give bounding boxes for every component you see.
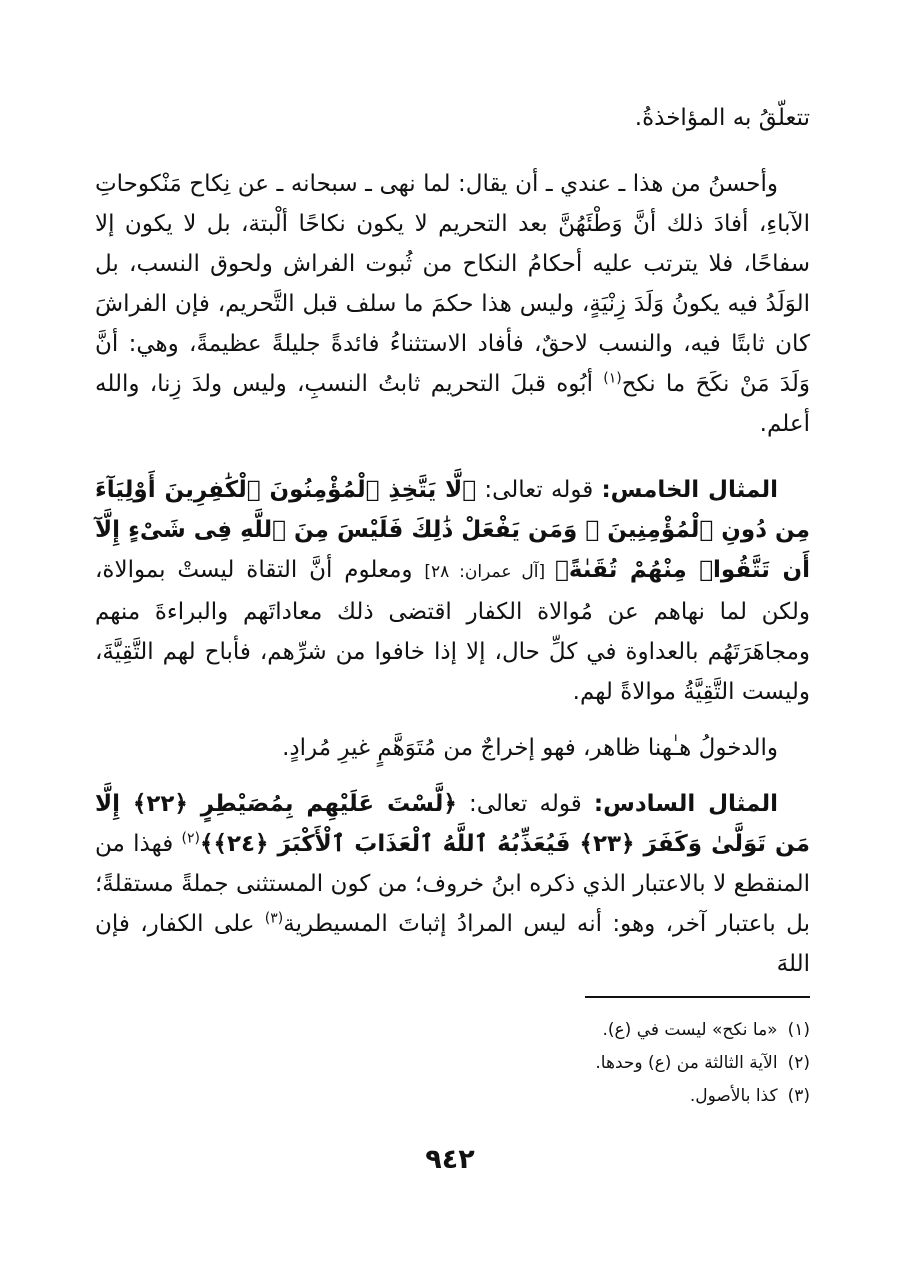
example-5-label: المثال الخامس: xyxy=(601,477,778,503)
page-number: ٩٤٢ xyxy=(425,1144,475,1175)
footnote-ref-3: (٣) xyxy=(264,910,284,927)
footnote-1-number: (١) xyxy=(787,1020,810,1040)
footnote-3 xyxy=(95,1080,810,1113)
footnote-ref-1: (١) xyxy=(603,370,622,387)
example-6 xyxy=(95,784,810,984)
footnote-1 xyxy=(95,1014,810,1047)
paragraph-1: تتعلّقُ به المؤاخذةُ. xyxy=(634,105,810,131)
footnote-2-text: الآية الثالثة من (ع) وحدها. xyxy=(595,1053,778,1073)
example-5 xyxy=(95,470,810,712)
example-5-reference: [آل عمران: ٢٨] xyxy=(424,562,556,582)
footnote-3-number: (٣) xyxy=(787,1086,810,1106)
footnote-divider xyxy=(585,996,810,998)
example-6-rest: فهذا من المنقطع لا بالاعتبار الذي ذكره ابنُ خروف؛ من كون المستثنى جملةً مستقلةً؛ بل باعتبار آخر، وهو: أنه ليس المرادُ إثباتَ المسيطرية xyxy=(95,831,811,937)
footnote-2 xyxy=(95,1047,810,1080)
example-6-verse: ﴿لَّسْتَ عَلَيْهِم بِمُصَيْطِرٍ ﴿٢٢﴾ إِلَّا مَن تَوَلَّىٰ وَكَفَرَ ﴿٢٣﴾ فَيُعَذِّبُهُ ٱللَّهُ ٱلْعَذَابَ ٱلْأَكْبَرَ ﴿٢٤﴾﴾ xyxy=(95,791,810,857)
paragraph-4: والدخولُ هـٰهنا ظاهر، فهو إخراجٌ من مُتَوَهَّمٍ غيرِ مُرادٍ. xyxy=(282,735,778,761)
example-5-verse: ﴿لَّا يَتَّخِذِ ٱلْمُؤْمِنُونَ ٱلْكَٰفِرِينَ أَوْلِيَآءَ مِن دُونِ ٱلْمُؤْمِنِينَ ۖ وَمَن يَفْعَلْ ذَٰلِكَ فَلَيْسَ مِنَ ٱللَّهِ فِى شَىْءٍ إِلَّآ أَن تَتَّقُوا۟ مِنْهُمْ تُقَىٰةً﴾ xyxy=(95,477,810,583)
footnote-2-number: (٢) xyxy=(787,1053,810,1073)
example-6-intro: قوله تعالى: xyxy=(456,791,594,817)
example-5-intro: قوله تعالى: xyxy=(476,477,602,503)
footnote-ref-2: (٢) xyxy=(181,830,201,847)
example-6-end: على الكفار، فإن اللهَ xyxy=(95,911,810,977)
paragraph-2-end: أبُوه قبلَ التحريم ثابتُ النسبِ، وليس ولدَ زِنا، والله أعلم. xyxy=(95,371,810,437)
page-body xyxy=(95,98,810,984)
paragraph-2 xyxy=(95,164,810,444)
example-5-rest: ومعلوم أنَّ التقاة ليستْ بموالاة، ولكن لما نهاهم عن مُوالاة الكفار اقتضى ذلك معاداتَهم والبراءةَ منهم ومجاهَرَتَهُم بالعداوة في كلِّ حال، إلا إذا خافوا من شرِّهم، فأباح لهم التَّقِيَّةَ، وليست التَّقِيَّةُ موالاةً لهم. xyxy=(95,557,810,705)
paragraph-2-text: وأحسنُ من هذا ـ عندي ـ أن يقال: لما نهى ـ سبحانه ـ عن نِكاح مَنْكوحاتِ الآباءِ، أفادَ ذلك أنَّ وَطْئَهُنَّ بعد التحريم لا يكون نكاحًا ألْبتة، بل لا يكون إلا سفاحًا، فلا يترتب عليه أحكامُ النكاح من ثُبوت الفراش ولحوق النسب، بل الوَلَدُ فيه يكونُ وَلَدَ زِنْيَةٍ، وليس هذا حكمَ ما سلف قبل التَّحريم، فإن الفراشَ كان ثابتًا فيه، والنسب لاحقٌ، فأفاد الاستثناءُ فائدةً جليلةً عظيمةً، وهي: أنَّ وَلَدَ مَنْ نكَحَ ما نكح xyxy=(95,171,810,397)
footnote-3-text: كذا بالأصول. xyxy=(689,1086,778,1106)
footnotes xyxy=(95,1014,810,1113)
footnote-1-text: «ما نكح» ليست في (ع). xyxy=(602,1020,778,1040)
example-6-label: المثال السادس: xyxy=(593,791,778,817)
